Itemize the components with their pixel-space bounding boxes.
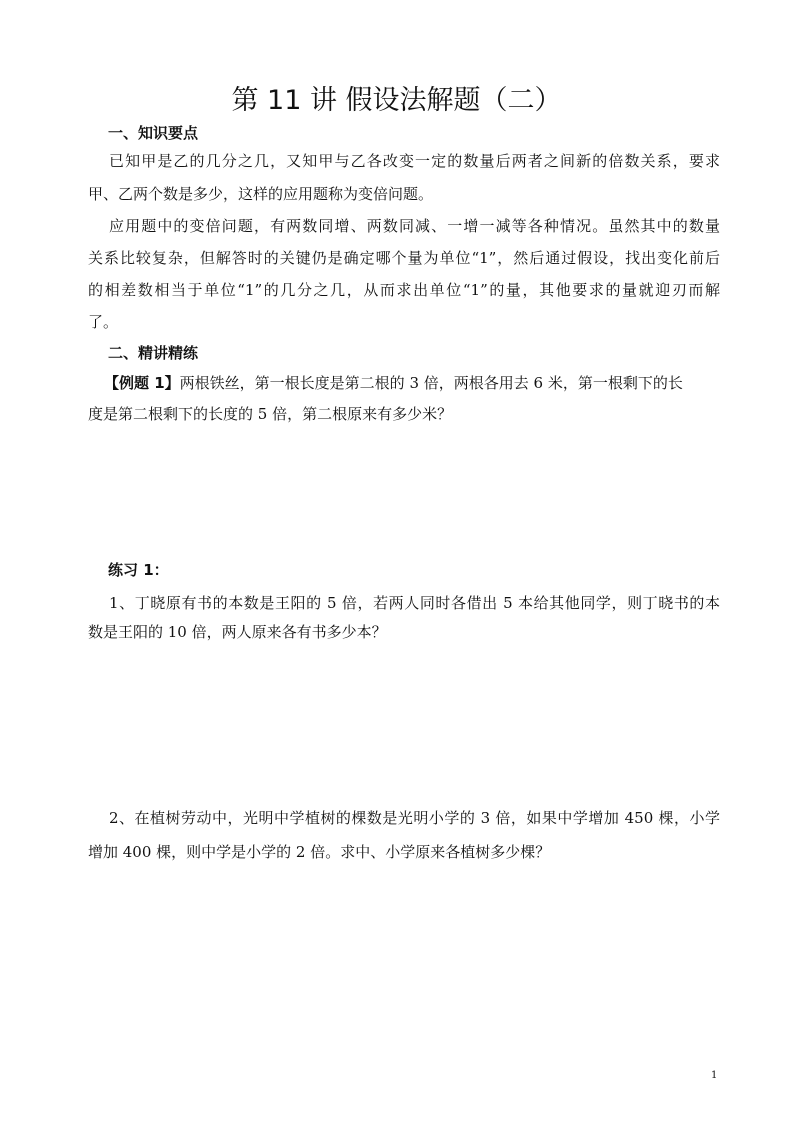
section-heading-practice: 二、精讲精练 — [108, 344, 199, 362]
example-label: 【例题 1】 — [104, 374, 180, 392]
section-heading-key-points: 一、知识要点 — [108, 124, 199, 142]
page-title: 第 11 讲 假设法解题（二） — [231, 85, 562, 116]
question-1-line: 1、丁晓原有书的本数是王阳的 5 倍，若两人同时各借出 5 本给其他同学，则丁晓书的本 — [109, 594, 720, 612]
page-number: 1 — [711, 1070, 718, 1081]
paragraph-line: 了。 — [88, 313, 119, 331]
example-1-line — [88, 373, 720, 393]
practice-heading: 练习 1： — [108, 561, 169, 579]
question-1-line: 数是王阳的 10 倍，两人原来各有书多少本？ — [88, 623, 387, 641]
question-2-line: 增加 400 棵，则中学是小学的 2 倍。求中、小学原来各植树多少棵？ — [88, 843, 551, 861]
paragraph-line: 应用题中的变倍问题，有两数同增、两数同减、一增一减等各种情况。虽然其中的数量 — [109, 217, 720, 235]
paragraph-line: 关系比较复杂，但解答时的关键仍是确定哪个量为单位“1”，然后通过假设，找出变化前后 — [88, 249, 720, 267]
example-text: 两根铁丝，第一根长度是第二根的 3 倍，两根各用去 6 米，第一根剩下的长 — [179, 374, 683, 392]
example-1-line: 度是第二根剩下的长度的 5 倍，第二根原来有多少米？ — [88, 405, 453, 423]
paragraph-line: 已知甲是乙的几分之几，又知甲与乙各改变一定的数量后两者之间新的倍数关系，要求 — [109, 152, 720, 170]
question-2-line: 2、在植树劳动中，光明中学植树的棵数是光明小学的 3 倍，如果中学增加 450 棵，小学 — [109, 809, 720, 827]
paragraph-line: 甲、乙两个数是多少，这样的应用题称为变倍问题。 — [88, 185, 434, 203]
paragraph-line: 的相差数相当于单位“1”的几分之几，从而求出单位“1”的量，其他要求的量就迎刃而解 — [88, 281, 720, 299]
